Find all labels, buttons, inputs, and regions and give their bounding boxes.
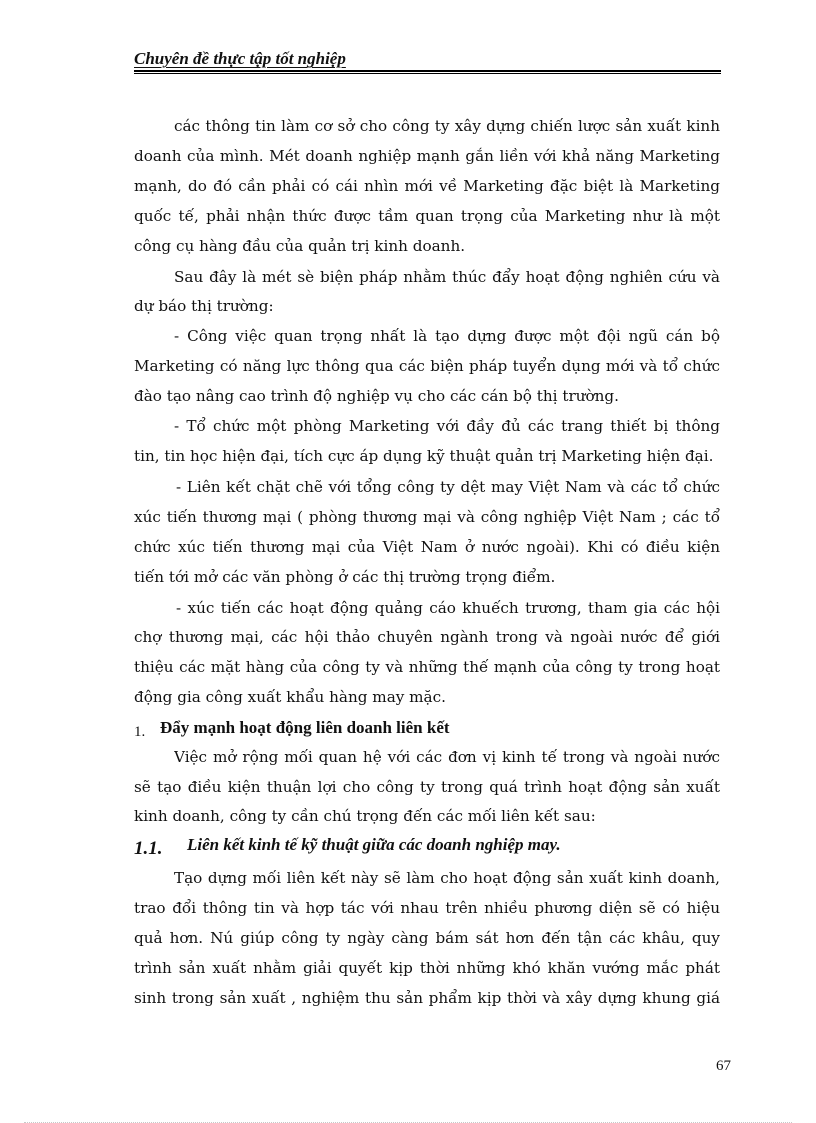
section-heading: Đẩy mạnh hoạt động liên doanh liên kết	[160, 718, 450, 737]
text-line: Sau đây là mét sè biện pháp nhằm thúc đẩy hoạt động nghiên cứu và	[174, 268, 720, 286]
text-line: mạnh, do đó cần phải có cái nhìn mới về Marketing đặc biệt là Marketing	[134, 177, 720, 195]
text-line: Tạo dựng mối liên kết này sẽ làm cho hoạt động sản xuất kinh doanh,	[174, 869, 720, 887]
text-line: - Liên kết chặt chẽ với tổng công ty dệt may Việt Nam và các tổ chức	[176, 478, 720, 496]
text-line: - Tổ chức một phòng Marketing với đầy đủ các trang thiết bị thông	[174, 417, 720, 435]
subsection-number: 1.1.	[134, 838, 163, 859]
text-line: thiệu các mặt hàng của công ty và những thế mạnh của công ty trong hoạt	[134, 658, 720, 676]
text-line: doanh của mình. Mét doanh nghiệp mạnh gắn liền với khả năng Marketing	[134, 147, 720, 165]
text-line: công cụ hàng đầu của quản trị kinh doanh.	[134, 237, 466, 255]
text-line: dự báo thị trường:	[134, 297, 274, 315]
text-line: tiến tới mở các văn phòng ở các thị trường trọng điểm.	[134, 568, 556, 586]
text-line: Việc mở rộng mối quan hệ với các đơn vị kinh tế trong và ngoài nước	[174, 748, 720, 766]
header-rule	[134, 70, 721, 72]
text-line: kinh doanh, công ty cần chú trọng đến các mối liên kết sau:	[134, 807, 596, 825]
section-number: 1.	[134, 724, 146, 740]
text-line: tin, tin học hiện đại, tích cực áp dụng kỹ thuật quản trị Marketing hiện đại.	[134, 447, 714, 465]
text-line: trình sản xuất nhằm giải quyết kịp thời những khó khăn vướng mắc phát	[134, 959, 720, 977]
text-line: quốc tế, phải nhận thức được tầm quan trọng của Marketing như là một	[134, 207, 720, 225]
text-line: chợ thương mại, các hội thảo chuyên ngành trong và ngoài nước để giới	[134, 628, 720, 646]
text-line: - Công việc quan trọng nhất là tạo dựng được một đội ngũ cán bộ	[174, 327, 720, 345]
text-line: trao đổi thông tin và hợp tác với nhau trên nhiều phương diện sẽ có hiệu	[134, 899, 720, 917]
header-rule-thin	[134, 73, 721, 74]
subsection-heading: Liên kết kinh tế kỹ thuật giữa các doanh nghiệp may.	[187, 835, 561, 854]
page-number: 67	[716, 1058, 731, 1074]
text-line: các thông tin làm cơ sở cho công ty xây dựng chiến lược sản xuất kinh	[174, 117, 720, 135]
text-line: đào tạo nâng cao trình độ nghiệp vụ cho các cán bộ thị trường.	[134, 387, 619, 405]
text-line: xúc tiến thương mại ( phòng thương mại và công nghiệp Việt Nam ; các tổ	[134, 508, 720, 526]
text-line: - xúc tiến các hoạt động quảng cáo khuếch trương, tham gia các hội	[176, 599, 720, 617]
text-line: sinh trong sản xuất , nghiệm thu sản phẩm kịp thời và xây dựng khung giá	[134, 989, 720, 1007]
text-line: sẽ tạo điều kiện thuận lợi cho công ty trong quá trình hoạt động sản xuất	[134, 778, 720, 796]
text-line: động gia công xuất khẩu hàng may mặc.	[134, 688, 446, 706]
running-header-title: Chuyên đề thực tập tốt nghiệp	[134, 49, 346, 68]
text-line: Marketing có năng lực thông qua các biện pháp tuyển dụng mới và tổ chức	[134, 357, 720, 375]
text-line: quả hơn. Nú giúp công ty ngày càng bám sát hơn đến tận các khâu, quy	[134, 929, 720, 947]
text-line: chức xúc tiến thương mại của Việt Nam ở nước ngoài). Khi có điều kiện	[134, 538, 720, 556]
